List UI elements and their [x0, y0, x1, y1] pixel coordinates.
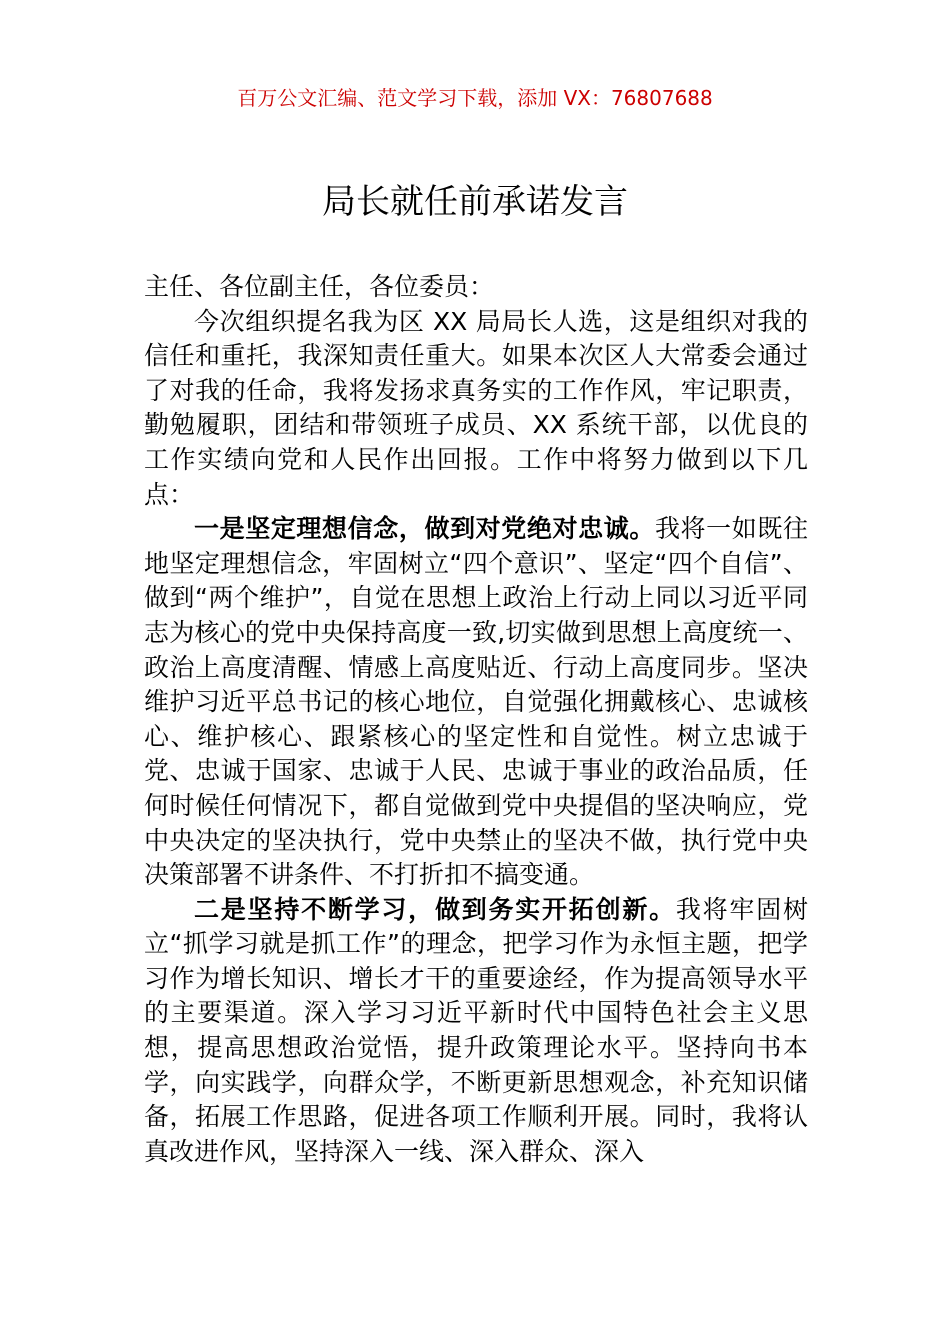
paragraph-point-two-lead: 二是坚持不断学习，做到务实开拓创新。: [194, 894, 676, 924]
document-body: [144, 270, 808, 1169]
paragraph-point-one: [144, 512, 808, 893]
paragraph-intro-text: 今次组织提名我为区 XX 局局长人选，这是组织对我的信任和重托，我深知责任重大。如果本次区人大常委会通过了对我的任命，我将发扬求真务实的工作作风，牢记职责，勤勉履职，团结和带领班子成员、XX 系统干部，以优良的工作实绩向党和人民作出回报。工作中将努力做到以下几点：: [144, 306, 808, 509]
page-title: 局长就任前承诺发言: [322, 182, 628, 222]
salutation: 主任、各位副主任，各位委员：: [144, 272, 495, 301]
paragraph-point-one-text: 我将一如既往地坚定理想信念，牢固树立“四个意识”、坚定“四个自信”、做到“两个维护”，自觉在思想上政治上行动上同以习近平同志为核心的党中央保持高度一致,切实做到思想上高度统一、政治上高度清醒、情感上高度贴近、行动上高度同步。坚决维护习近平总书记的核心地位，自觉强化拥戴核心、忠诚核心、维护核心、跟紧核心的坚定性和自觉性。树立忠诚于党、忠诚于国家、忠诚于人民、忠诚于事业的政治品质，任何时候任何情况下，都自觉做到党中央提倡的坚决响应，党中央决定的坚决执行，党中央禁止的坚决不做，执行党中央决策部署不讲条件、不打折扣不搞变通。: [144, 514, 808, 890]
paragraph-intro: [144, 305, 808, 513]
paragraph-point-one-lead: 一是坚定理想信念，做到对党绝对忠诚。: [194, 514, 655, 544]
header-note: 百万公文汇编、范文学习下载，添加 VX：76807688: [237, 86, 713, 110]
paragraph-point-two: [144, 893, 808, 1170]
paragraph-point-two-text: 我将牢固树立“抓学习就是抓工作”的理念，把学习作为永恒主题，把学习作为增长知识、增长才干的重要途经，作为提高领导水平的主要渠道。深入学习习近平新时代中国特色社会主义思想，提高思想政治觉悟，提升政策理论水平。坚持向书本学，向实践学，向群众学，不断更新思想观念，补充知识储备，拓展工作思路，促进各项工作顺利开展。同时，我将认真改进作风，坚持深入一线、深入群众、深入: [144, 894, 808, 1166]
